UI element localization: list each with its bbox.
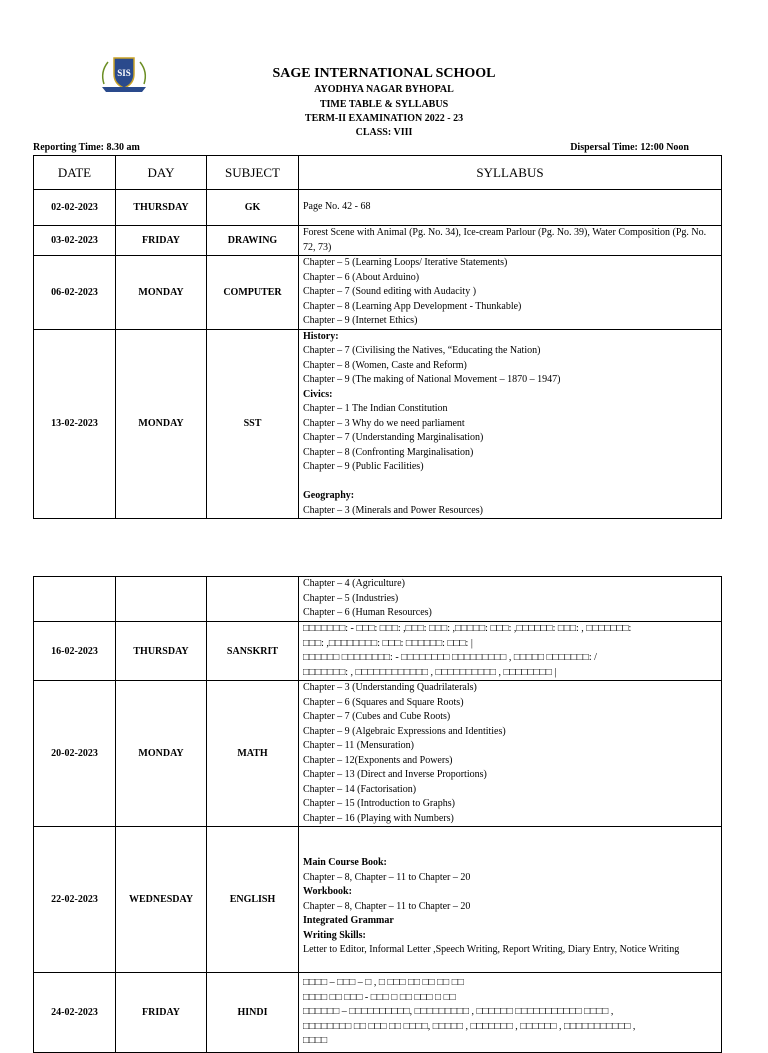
syllabus-line: Chapter – 6 (About Arduino) xyxy=(303,271,420,283)
day-cell: FRIDAY xyxy=(116,973,207,1053)
syllabus-line: Chapter – 15 (Introduction to Graphs) xyxy=(303,798,455,809)
syllabus-line: Chapter – 7 (Sound editing with Audacity ) xyxy=(303,286,477,297)
class-label: CLASS: VIII xyxy=(355,127,413,138)
table-row xyxy=(34,226,722,256)
syllabus-line: Chapter – 9 (Public Facilities) xyxy=(303,461,424,472)
syllabus-line: Civics: xyxy=(303,388,333,400)
header-day: DAY xyxy=(116,156,207,190)
day-cell: MONDAY xyxy=(116,256,207,330)
syllabus-line: Chapter – 7 (Cubes and Cube Roots) xyxy=(303,711,451,722)
day-cell: MONDAY xyxy=(116,681,207,827)
syllabus-line: Main Course Book: xyxy=(303,857,387,868)
syllabus-line: Chapter – 8 (Learning App Development - Thunkable) xyxy=(303,300,522,312)
syllabus-line: Forest Scene with Animal (Pg. No. 34), Ice-cream Parlour (Pg. No. 39), Water Composition (Pg. No. 72, 73) xyxy=(303,227,707,253)
day-cell: MONDAY xyxy=(116,329,207,519)
syllabus-line: Chapter – 6 (Human Resources) xyxy=(303,607,432,619)
subject-cell: ENGLISH xyxy=(207,827,299,973)
syllabus-line xyxy=(303,475,717,490)
syllabus-line: Chapter – 11 (Mensuration) xyxy=(303,740,414,751)
syllabus-line: Chapter – 14 (Factorisation) xyxy=(303,783,417,795)
syllabus-cell xyxy=(299,681,722,827)
syllabus-line: Page No. 42 - 68 xyxy=(303,201,371,213)
header-date: DATE xyxy=(34,156,116,190)
day-cell: THURSDAY xyxy=(116,190,207,226)
date-cell: 24-02-2023 xyxy=(34,973,116,1053)
day-cell: FRIDAY xyxy=(116,226,207,256)
syllabus-cell xyxy=(299,190,722,226)
syllabus-line: □□□□□□□□ □□ □□□ □□ □□□□, □□□□□ , □□□□□□□ , □□□□□□ , □□□□□□□□□□□ , xyxy=(303,1020,636,1032)
date-cell: 03-02-2023 xyxy=(34,226,116,256)
syllabus-cell xyxy=(299,827,722,973)
syllabus-line: Chapter – 3 (Minerals and Power Resources) xyxy=(303,504,483,516)
exam-title: TERM-II EXAMINATION 2022 - 23 xyxy=(304,113,464,124)
timetable-part-1 xyxy=(33,155,722,519)
syllabus-line: Chapter – 13 (Direct and Inverse Proportions) xyxy=(303,769,487,780)
header-subject: SUBJECT xyxy=(207,156,299,190)
table-row xyxy=(34,827,722,973)
subject-cell: DRAWING xyxy=(207,226,299,256)
syllabus-line: □□□□ xyxy=(303,1035,328,1047)
school-name: SAGE INTERNATIONAL SCHOOL xyxy=(272,66,496,81)
reporting-time: Reporting Time: 8.30 am xyxy=(33,142,140,153)
dispersal-time: Dispersal Time: 12:00 Noon xyxy=(570,142,689,153)
syllabus-line: Chapter – 3 Why do we need parliament xyxy=(303,417,465,429)
syllabus-line: Chapter – 8, Chapter – 11 to Chapter – 20 xyxy=(303,871,471,883)
date-cell: 22-02-2023 xyxy=(34,827,116,973)
syllabus-line: Chapter – 5 (Industries) xyxy=(303,592,399,604)
syllabus-line: Chapter – 9 (Internet Ethics) xyxy=(303,315,418,326)
syllabus-cell xyxy=(299,226,722,256)
date-cell: 02-02-2023 xyxy=(34,190,116,226)
syllabus-line: □□□□□□ – □□□□□□□□□□, □□□□□□□□□ , □□□□□□ □□□□□□□□□□□ □□□□ , xyxy=(303,1006,614,1018)
subject-cell: SANSKRIT xyxy=(207,622,299,681)
syllabus-cell xyxy=(299,577,722,622)
syllabus-line xyxy=(303,842,717,857)
syllabus-line: Letter to Editor, Informal Letter ,Speech Writing, Report Writing, Diary Entry, Notice Writing xyxy=(303,944,680,955)
syllabus-line: Chapter – 8 (Confronting Marginalisation) xyxy=(303,446,474,458)
date-cell: 13-02-2023 xyxy=(34,329,116,519)
syllabus-line: Chapter – 7 (Understanding Marginalisation) xyxy=(303,432,484,443)
table-row xyxy=(34,190,722,226)
timetable-part-2 xyxy=(33,576,722,1053)
subject-cell: HINDI xyxy=(207,973,299,1053)
date-cell: 20-02-2023 xyxy=(34,681,116,827)
syllabus-line: Writing Skills: xyxy=(303,929,366,941)
syllabus-line: □□□□□□ □□□□□□□□: - □□□□□□□□ □□□□□□□□□ , □□□□□ □□□□□□□: / xyxy=(303,652,597,663)
subject-cell: COMPUTER xyxy=(207,256,299,330)
syllabus-line: Integrated Grammar xyxy=(303,915,394,926)
syllabus-cell xyxy=(299,622,722,681)
syllabus-line: Chapter – 7 (Civilising the Natives, “Educating the Nation) xyxy=(303,345,541,356)
school-address: AYODHYA NAGAR BYHOPAL xyxy=(314,84,454,95)
date-cell: 16-02-2023 xyxy=(34,622,116,681)
header-syllabus: SYLLABUS xyxy=(299,156,722,190)
table-row xyxy=(34,622,722,681)
day-cell: WEDNESDAY xyxy=(116,827,207,973)
syllabus-line: History: xyxy=(303,330,339,342)
table-header-row xyxy=(34,156,722,190)
day-cell: THURSDAY xyxy=(116,622,207,681)
subject-cell xyxy=(207,577,299,622)
syllabus-line: □□□□ □□ □□□ - □□□ □ □□ □□□ □ □□ xyxy=(303,991,456,1003)
syllabus-line: Chapter – 12(Exponents and Powers) xyxy=(303,754,453,766)
syllabus-line: □□□□□□□: , □□□□□□□□□□□□ , □□□□□□□□□□ , □□□□□□□□ | xyxy=(303,666,557,678)
document-type: TIME TABLE & SYLLABUS xyxy=(319,99,449,110)
day-cell xyxy=(116,577,207,622)
date-cell: 06-02-2023 xyxy=(34,256,116,330)
table-row xyxy=(34,329,722,519)
syllabus-cell xyxy=(299,256,722,330)
table-row xyxy=(34,577,722,622)
syllabus-line: □□□: ,□□□□□□□□: □□□: □□□□□□: □□□: | xyxy=(303,637,473,649)
subject-cell: MATH xyxy=(207,681,299,827)
subject-cell: GK xyxy=(207,190,299,226)
subject-cell: SST xyxy=(207,329,299,519)
table-row xyxy=(34,973,722,1053)
syllabus-line: Workbook: xyxy=(303,886,352,897)
syllabus-line: Chapter – 3 (Understanding Quadrilaterals) xyxy=(303,682,477,693)
syllabus-line: Geography: xyxy=(303,490,355,501)
syllabus-line: Chapter – 4 (Agriculture) xyxy=(303,578,405,590)
table-row xyxy=(34,681,722,827)
syllabus-line: Chapter – 6 (Squares and Square Roots) xyxy=(303,696,464,708)
syllabus-line: Chapter – 5 (Learning Loops/ Iterative Statements) xyxy=(303,257,508,268)
syllabus-line: □□□□ – □□□ – □ , □ □□□ □□ □□ □□ □□ xyxy=(303,977,464,989)
date-cell xyxy=(34,577,116,622)
syllabus-line: Chapter – 1 The Indian Constitution xyxy=(303,403,448,414)
syllabus-cell xyxy=(299,973,722,1053)
syllabus-line: □□□□□□□: - □□□: □□□: ,□□□: □□□: ,□□□□□: □□□: ,□□□□□□: □□□: , □□□□□□□: xyxy=(303,623,632,634)
syllabus-line: Chapter – 9 (Algebraic Expressions and Identities) xyxy=(303,725,506,737)
syllabus-line: Chapter – 8 (Women, Caste and Reform) xyxy=(303,359,467,371)
logo-lettering: SIS xyxy=(117,68,131,78)
syllabus-line: Chapter – 8, Chapter – 11 to Chapter – 20 xyxy=(303,900,471,912)
syllabus-line: Chapter – 16 (Playing with Numbers) xyxy=(303,812,454,824)
table-row xyxy=(34,256,722,330)
syllabus-line: Chapter – 9 (The making of National Movement – 1870 – 1947) xyxy=(303,374,561,385)
syllabus-cell xyxy=(299,329,722,519)
